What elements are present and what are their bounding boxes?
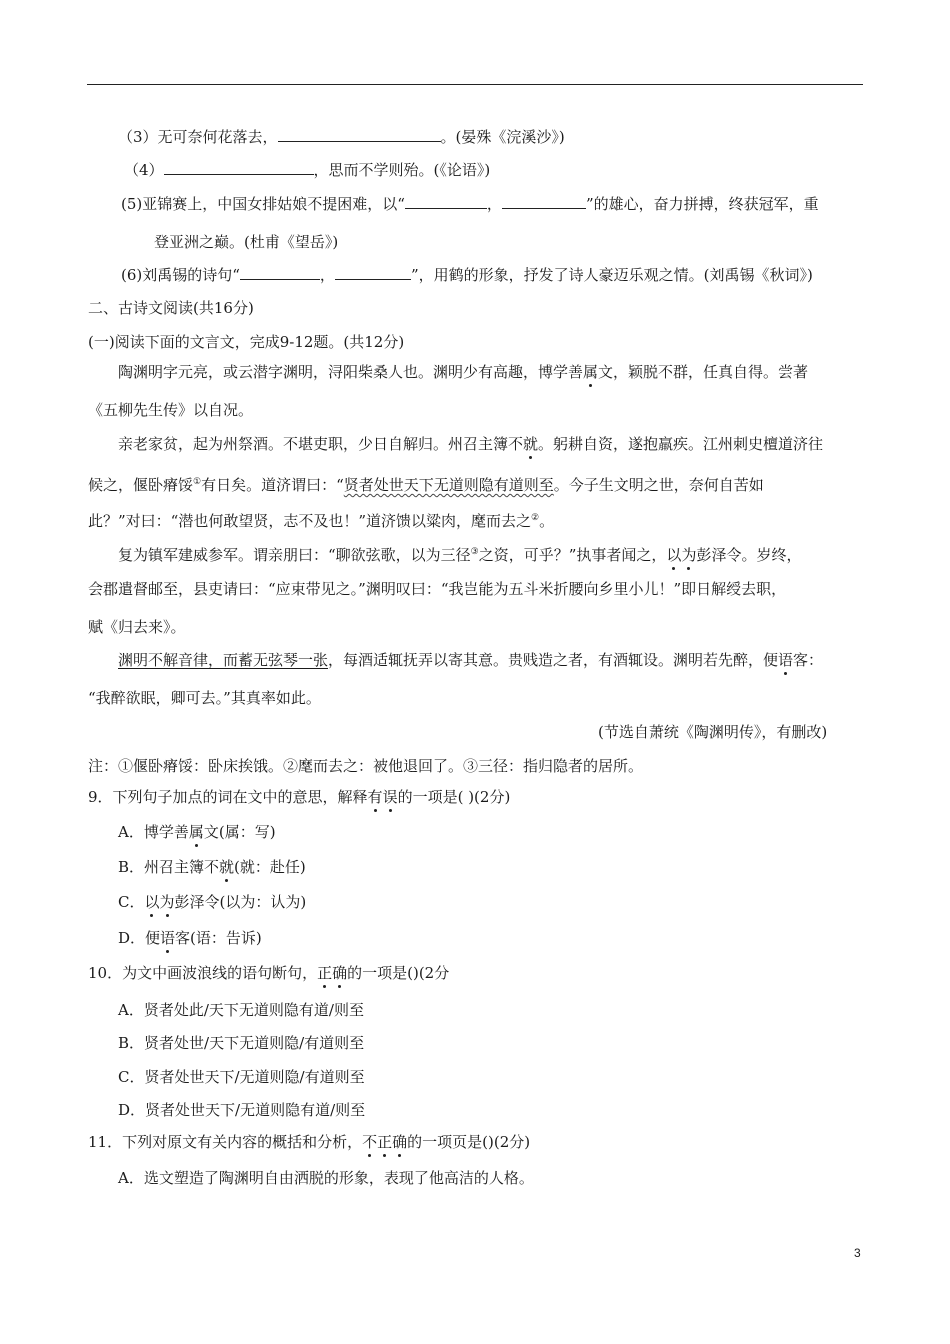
dotted-word: 正 xyxy=(377,1133,393,1151)
dotted-word: 语 xyxy=(160,929,176,947)
question-10-stem: 10．为文中画波浪线的语句断句，正确的一项是()(2分 xyxy=(88,964,450,982)
dotted-word: 就 xyxy=(219,858,235,876)
question-10-option-b[interactable]: B．贤者处世/天下无道则隐/有道则至 xyxy=(118,1034,365,1052)
answer-blank[interactable] xyxy=(405,194,487,209)
dotted-word: 属 xyxy=(188,823,204,841)
answer-blank[interactable] xyxy=(335,265,411,280)
passage-paragraph-3: 复为镇军建威参军。谓亲朋曰：“聊欲弦歌，以为三径③之资，可乎？”执事者闻之，以为彭泽令。岁终， xyxy=(118,546,802,564)
question-11-option-a[interactable]: A．选文塑造了陶渊明自由洒脱的形象，表现了他高洁的人格。 xyxy=(118,1169,534,1187)
section-heading: 二、古诗文阅读(共16分) xyxy=(88,299,254,317)
dotted-word: 为 xyxy=(681,546,697,564)
question-9-stem: 9．下列句子加点的词在文中的意思，解释有误的一项是( )(2分) xyxy=(88,788,511,806)
underlined-sentence: 渊明不解音律，而蓄无弦琴一张 xyxy=(118,651,329,669)
wavy-underlined-sentence: 贤者处世天下无道则隐有道则至 xyxy=(343,476,554,494)
fill-question-3: （3）无可奈何花落去， 。(晏殊《浣溪沙》) xyxy=(118,128,565,146)
question-9-option-c[interactable]: C．以为彭泽令(以为：认为) xyxy=(118,893,307,911)
passage-source: (节选自萧统《陶渊明传》，有删改) xyxy=(598,723,828,741)
passage-paragraph-1-cont: 《五柳先生传》以自况。 xyxy=(88,401,254,419)
fill-question-4: （4） ，思而不学则殆。(《论语》) xyxy=(124,161,491,179)
passage-notes: 注：①偃卧瘠馁：卧床挨饿。②麾而去之：被他退回了。③三径：指归隐者的居所。 xyxy=(88,757,644,775)
dotted-word: 以 xyxy=(144,893,160,911)
dotted-word: 以 xyxy=(666,546,682,564)
answer-blank[interactable] xyxy=(240,265,320,280)
dotted-word: 正 xyxy=(317,964,333,982)
answer-blank[interactable] xyxy=(278,127,441,142)
fill-question-5: (5)亚锦赛上，中国女排姑娘不提困难，以“ ， ”的雄心，奋力拼搏，终获冠军，重 xyxy=(121,195,819,213)
passage-paragraph-2-cont: 此？”对曰：“潜也何敢望贤，志不及也！”道济馈以粱肉，麾而去之②。 xyxy=(88,512,555,530)
subsection-heading: (一)阅读下面的文言文，完成9-12题。(共12分) xyxy=(88,333,405,351)
header-rule xyxy=(87,84,863,85)
question-11-stem: 11．下列对原文有关内容的概括和分析，不正确的一项页是()(2分) xyxy=(88,1133,531,1151)
page-number: 3 xyxy=(854,1246,861,1260)
question-10-option-c[interactable]: C．贤者处世天下/无道则隐/有道则至 xyxy=(118,1068,365,1086)
dotted-word: 误 xyxy=(382,788,398,806)
dotted-word: 为 xyxy=(159,893,175,911)
answer-blank[interactable] xyxy=(164,160,314,175)
passage-paragraph-2-cont: 候之，偃卧瘠馁①有日矣。道济谓曰：“贤者处世天下无道则隐有道则至。今子生文明之世，奈何自苦如 xyxy=(88,476,764,494)
passage-paragraph-3-cont: 赋《归去来》。 xyxy=(88,618,186,636)
passage-paragraph-1: 陶渊明字元亮，或云潜字渊明，浔阳柴桑人也。渊明少有高趣，博学善属文，颖脱不群，任真自得。尝著 xyxy=(118,363,809,381)
footnote-marker: ② xyxy=(531,513,540,523)
question-10-option-d[interactable]: D．贤者处世天下/无道则隐有道/则至 xyxy=(118,1101,366,1119)
dotted-word: 属 xyxy=(583,363,599,381)
dotted-word: 就 xyxy=(523,435,539,453)
question-9-option-b[interactable]: B．州召主簿不就(就：赴任) xyxy=(118,858,306,876)
passage-paragraph-4-cont: “我醉欲眠，卿可去。”其真率如此。 xyxy=(88,689,321,707)
footnote-marker: ③ xyxy=(470,547,479,557)
answer-blank[interactable] xyxy=(502,194,586,209)
dotted-word: 语 xyxy=(778,651,794,669)
footnote-marker: ① xyxy=(193,477,202,487)
question-10-option-a[interactable]: A．贤者处此/天下无道则隐有道/则至 xyxy=(118,1001,364,1019)
passage-paragraph-4: 渊明不解音律，而蓄无弦琴一张，每酒适辄抚弄以寄其意。贵贱造之者，有酒辄设。渊明若先醉，便语客： xyxy=(118,651,824,669)
question-9-option-d[interactable]: D．便语客(语：告诉) xyxy=(118,929,262,947)
dotted-word: 有 xyxy=(367,788,383,806)
question-9-option-a[interactable]: A．博学善属文(属：写) xyxy=(118,823,276,841)
dotted-word: 确 xyxy=(392,1133,408,1151)
passage-paragraph-2: 亲老家贫，起为州祭酒。不堪吏职，少日自解归。州召主簿不就。躬耕自资，遂抱羸疾。江州刺史檀道济往 xyxy=(118,435,824,453)
dotted-word: 确 xyxy=(332,964,348,982)
fill-question-5-continued: 登亚洲之巅。(杜甫《望岳》) xyxy=(154,233,339,251)
fill-question-6: (6)刘禹锡的诗句“ ， ”，用鹤的形象，抒发了诗人豪迈乐观之情。(刘禹锡《秋词》) xyxy=(121,266,813,284)
dotted-word: 不 xyxy=(362,1133,378,1151)
passage-paragraph-3-cont: 会郡遣督邮至，县吏请曰：“应束带见之。”渊明叹曰：“我岂能为五斗米折腰向乡里小儿！”即日解绶去职， xyxy=(88,580,787,598)
